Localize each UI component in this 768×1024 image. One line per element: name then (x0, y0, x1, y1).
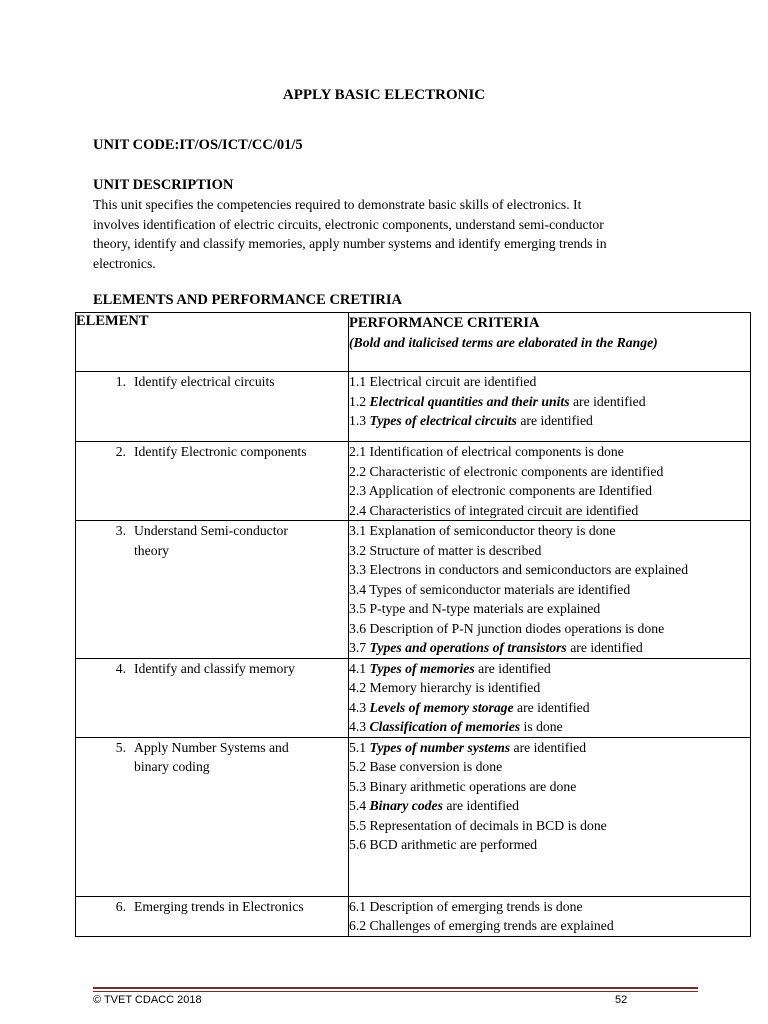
element-cell (76, 442, 349, 521)
criteria-item (349, 481, 750, 501)
unit-code: UNIT CODE:IT/OS/ICT/CC/01/5 (93, 137, 303, 153)
criteria-item (349, 521, 750, 541)
element-label-line: binary coding (134, 759, 210, 774)
element-number: 6. (115, 898, 126, 914)
criteria-text: 1.3 (349, 413, 370, 428)
element-number: 3. (115, 523, 126, 538)
header-pc-title: PERFORMANCE CRITERIA (349, 315, 540, 331)
criteria-text: 5.5 Representation of decimals in BCD is done (349, 817, 607, 833)
criteria-item (349, 796, 750, 816)
criteria-text: 2.4 Characteristics of integrated circuit are identified (349, 502, 639, 518)
criteria-cell (349, 737, 751, 896)
criteria-range-term: Types of number systems (369, 739, 511, 755)
criteria-text: 4.2 Memory hierarchy is identified (349, 680, 541, 695)
footer-copyright: © TVET CDACC 2018 (93, 994, 202, 1006)
criteria-item (349, 411, 750, 431)
element-cell (76, 658, 349, 737)
criteria-cell (349, 521, 751, 659)
element-label-line: Understand Semi-conductor (134, 523, 288, 538)
criteria-text-suffix: are identified (566, 640, 643, 655)
table-row (76, 896, 751, 936)
criteria-range-term: Levels of memory storage (369, 699, 514, 715)
criteria-text-suffix: are identified (569, 393, 646, 409)
criteria-item (349, 442, 750, 462)
criteria-text-suffix: are identified (513, 699, 590, 715)
criteria-text-suffix: are identified (516, 413, 593, 428)
element-label-line: Identify and classify memory (134, 660, 295, 676)
criteria-range-term: Types and operations of transistors (369, 640, 567, 655)
element-label-line: Identify electrical circuits (134, 374, 275, 389)
element-label (130, 372, 348, 392)
criteria-item (349, 659, 750, 679)
criteria-range-term: Binary codes (369, 798, 443, 813)
criteria-text: 3.4 Types of semiconductor materials are identified (349, 581, 631, 597)
element-label-line: Apply Number Systems and (134, 739, 289, 755)
criteria-item (349, 462, 750, 482)
criteria-text: 4.1 (349, 660, 370, 676)
criteria-text: 5.2 Base conversion is done (349, 759, 503, 774)
element-cell (76, 737, 349, 896)
criteria-text: 2.3 Application of electronic components are Identified (349, 483, 652, 498)
criteria-text: 3.6 Description of P-N junction diodes operations is done (349, 620, 665, 636)
criteria-range-term: Types of electrical circuits (369, 413, 517, 428)
criteria-item (349, 698, 750, 718)
document-title: APPLY BASIC ELECTRONIC (282, 87, 486, 103)
criteria-item (349, 619, 750, 639)
criteria-text: 6.2 Challenges of emerging trends are explained (349, 918, 614, 933)
criteria-item (349, 599, 750, 619)
element-number: 2. (115, 444, 126, 459)
criteria-item (349, 638, 750, 658)
header-pc-note: (Bold and italicised terms are elaborated in the Range) (349, 335, 658, 350)
criteria-text-suffix: are identified (474, 660, 551, 676)
criteria-text: 3.5 P-type and N-type materials are explained (349, 601, 601, 616)
description-line: involves identification of electric circuits, electronic components, understand semi-conductor (93, 216, 604, 232)
criteria-range-term: Electrical quantities and their units (369, 393, 570, 409)
footer-page-number: 52 (615, 994, 628, 1006)
criteria-item (349, 777, 750, 797)
criteria-cell (349, 372, 751, 442)
elements-heading: ELEMENTS AND PERFORMANCE CRETIRIA (93, 292, 402, 308)
criteria-text: 2.2 Characteristic of electronic components are identified (349, 463, 664, 479)
criteria-text-suffix: are identified (442, 798, 519, 813)
element-label (130, 897, 348, 917)
criteria-item (349, 560, 750, 580)
element-label-line: Identify Electronic components (134, 444, 307, 459)
element-label (130, 738, 348, 777)
element-number: 5. (115, 739, 126, 755)
criteria-text: 3.3 Electrons in conductors and semiconductors are explained (349, 562, 689, 577)
criteria-item (349, 916, 750, 936)
element-cell (76, 896, 349, 936)
element-cell (76, 372, 349, 442)
element-label (130, 521, 348, 560)
criteria-item (349, 372, 750, 392)
criteria-item (349, 580, 750, 600)
criteria-item (349, 678, 750, 698)
table-body (76, 372, 751, 937)
table-row (76, 372, 751, 442)
element-number: 4. (115, 660, 126, 676)
criteria-text: 5.3 Binary arithmetic operations are done (349, 778, 577, 794)
table-row (76, 442, 751, 521)
elements-criteria-table (75, 312, 751, 937)
criteria-text: 5.4 (349, 798, 370, 813)
criteria-text: 3.7 (349, 640, 370, 655)
criteria-text: 5.1 (349, 739, 370, 755)
criteria-text-suffix: are identified (510, 739, 587, 755)
criteria-item (349, 392, 750, 412)
description-line: theory, identify and classify memories, apply number systems and identify emerging trends in (93, 236, 607, 251)
unit-description-text (93, 195, 693, 273)
element-label-line: Emerging trends in Electronics (134, 898, 304, 914)
criteria-text: 2.1 Identification of electrical components is done (349, 444, 624, 459)
table-header-row (76, 313, 751, 372)
criteria-text: 3.2 Structure of matter is described (349, 542, 542, 558)
header-performance-criteria (349, 313, 751, 372)
unit-description-heading: UNIT DESCRIPTION (93, 177, 234, 193)
criteria-item (349, 816, 750, 836)
criteria-text: 4.3 (349, 719, 370, 734)
criteria-text: 5.6 BCD arithmetic are performed (349, 837, 538, 852)
table-row (76, 737, 751, 896)
criteria-text: 3.1 Explanation of semiconductor theory is done (349, 523, 616, 538)
element-label (130, 442, 348, 462)
criteria-cell (349, 658, 751, 737)
criteria-text: 6.1 Description of emerging trends is done (349, 898, 583, 914)
criteria-text-suffix: is done (520, 719, 563, 734)
description-line: This unit specifies the competencies required to demonstrate basic skills of electronics. It (93, 197, 582, 212)
element-label (130, 659, 348, 679)
criteria-text: 1.2 (349, 393, 370, 409)
element-label-line: theory (134, 542, 169, 558)
criteria-item (349, 738, 750, 758)
footer-rule-thin (93, 991, 698, 992)
criteria-text: 4.3 (349, 699, 370, 715)
footer-rule-thick (93, 987, 698, 989)
criteria-item (349, 501, 750, 521)
criteria-cell (349, 896, 751, 936)
criteria-cell (349, 442, 751, 521)
element-cell (76, 521, 349, 659)
criteria-range-term: Classification of memories (369, 719, 521, 734)
criteria-item (349, 835, 750, 855)
element-number: 1. (115, 374, 126, 389)
table-row (76, 521, 751, 659)
header-element: ELEMENT (76, 313, 349, 372)
criteria-range-term: Types of memories (369, 660, 475, 676)
description-line: electronics. (93, 255, 156, 271)
criteria-item (349, 541, 750, 561)
criteria-item (349, 757, 750, 777)
footer-rule (93, 987, 698, 993)
criteria-text: 1.1 Electrical circuit are identified (349, 374, 537, 389)
table-row (76, 658, 751, 737)
criteria-item (349, 717, 750, 737)
criteria-item (349, 897, 750, 917)
